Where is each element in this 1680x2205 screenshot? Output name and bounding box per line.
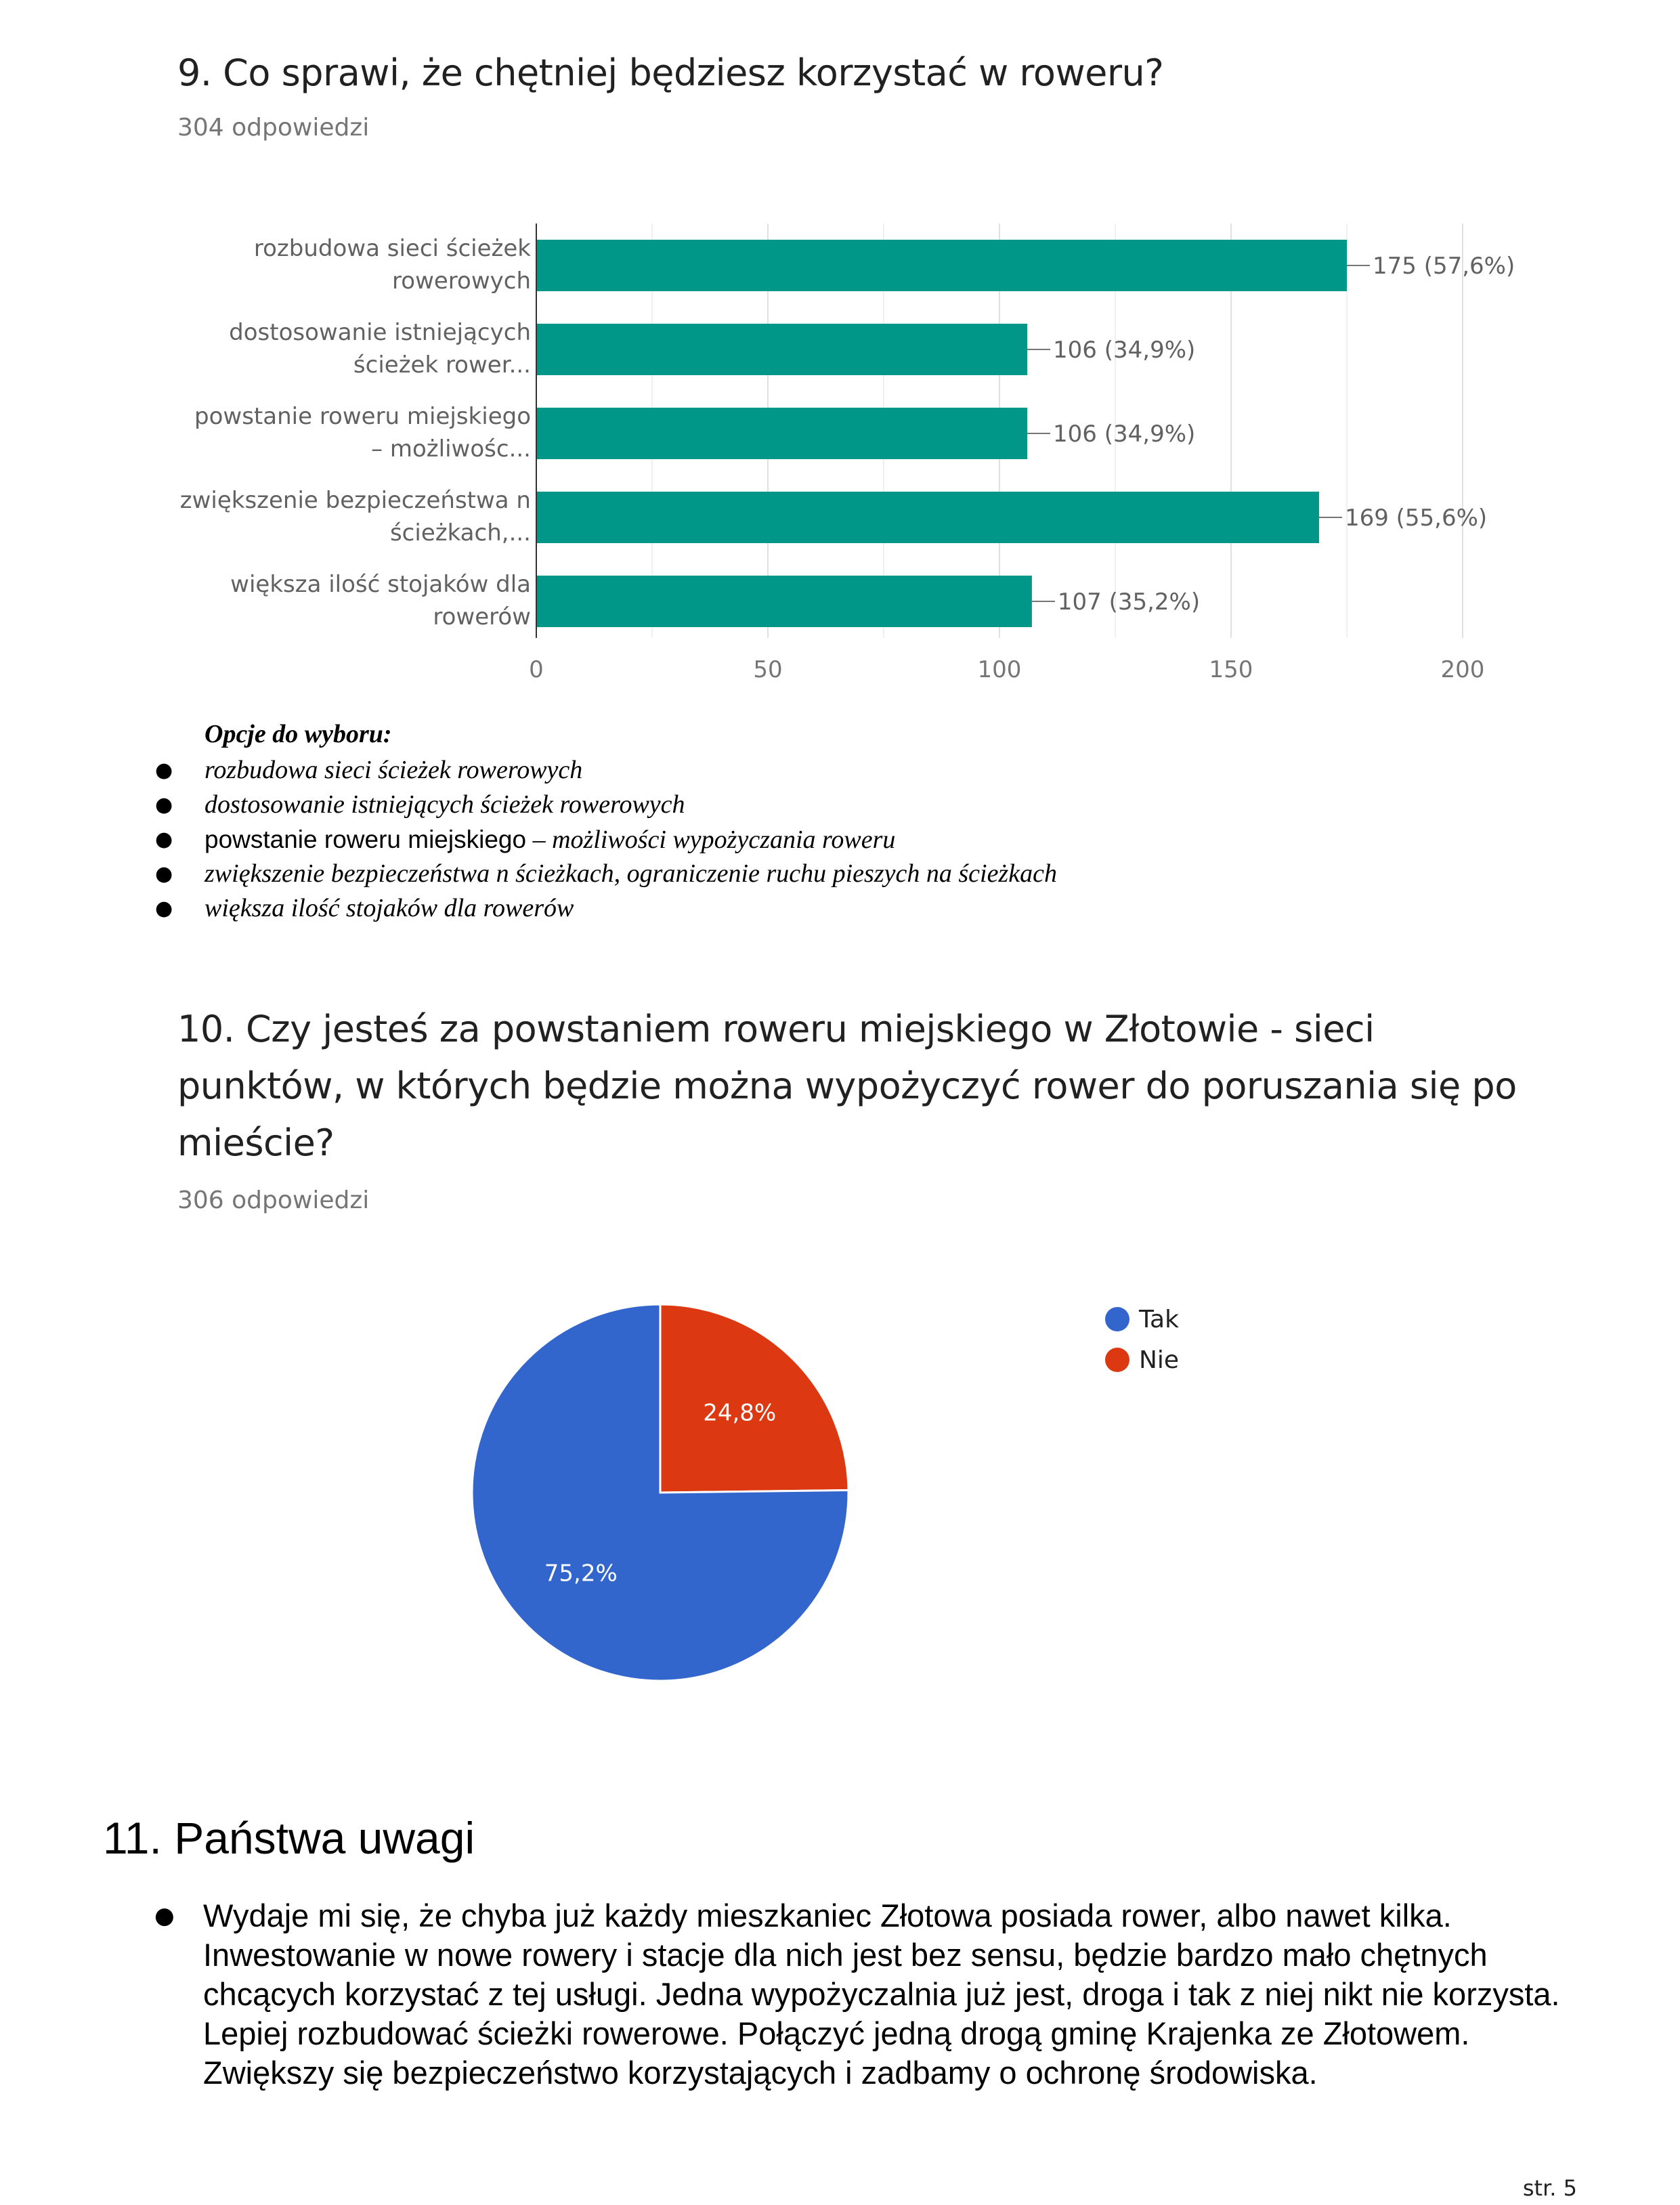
bullet-icon: ● (155, 862, 173, 886)
category-label: rowerów (433, 603, 531, 630)
comment-item: ● Wydaje mi się, że chyba już każdy mieszkaniec Złotowa posiada rower, albo nawet kilka. Inwestowanie w nowe rowery i stacje dla nich jest bez sensu, będzie bardzo mało chętnych chcących korzystać z tej usługi. Jedna wypożyczalnia już jest, droga i tak z niej nikt nie korzysta. Lepiej rozbudować ścieżki rowerowe. Połączyć jedną drogą gminę Krajenka ze Złotowem. Zwiększy się bezpieczeństwo korzystających i zadbamy o ochronę środowiska. (154, 1898, 1560, 2091)
bullet-icon: ● (155, 897, 173, 920)
bullet-icon: ● (154, 1902, 175, 1929)
option-item: ● powstanie roweru miejskiego – możliwości wypożyczania roweru (0, 822, 1057, 857)
category-label: większa ilość stojaków dla (230, 571, 531, 598)
comments-list (0, 1896, 1585, 2093)
x-tick-label: 50 (753, 656, 783, 683)
category-label: ścieżkach,... (389, 519, 531, 547)
data-label: 175 (57,6%) (1373, 253, 1515, 280)
question-10-title: 10. Czy jesteś za powstaniem roweru miejskiego w Złotowie - sieci punktów, w których będzie można wypożyczyć rower do poruszania się po mieście? (177, 1008, 1517, 1164)
legend-item-tak: Tak (1105, 1299, 1179, 1340)
data-label: 107 (35,2%) (1057, 588, 1201, 616)
bullet-icon: ● (155, 758, 173, 782)
page-number: str. 5 (1522, 2175, 1577, 2201)
data-label: 106 (34,9%) (1053, 421, 1196, 448)
bullet-icon: ● (155, 793, 173, 817)
legend-item-nie: Nie (1105, 1340, 1179, 1380)
question-9-response-count: 304 odpowiedzi (177, 114, 370, 142)
option-item: ● dostosowanie istniejących ścieżek rowerowych (0, 788, 1057, 822)
category-label: – możliwośc... (371, 435, 531, 463)
legend-dot-icon (1105, 1348, 1129, 1372)
data-label: 169 (55,6%) (1344, 505, 1488, 532)
x-tick-label: 200 (1440, 656, 1485, 683)
category-label: zwiększenie bezpieczeństwa n (179, 487, 531, 514)
x-tick-label: 100 (977, 656, 1022, 683)
question-10-response-count: 306 odpowiedzi (177, 1186, 370, 1214)
category-label: powstanie roweru miejskiego (194, 403, 531, 430)
x-tick-label: 150 (1209, 656, 1253, 683)
category-label: rowerowych (392, 267, 531, 295)
x-tick-label: 0 (529, 656, 544, 683)
category-label: rozbudowa sieci ścieżek (253, 235, 531, 262)
bullet-icon: ● (155, 828, 173, 851)
pie-legend (1105, 1299, 1179, 1380)
legend-dot-icon (1105, 1307, 1129, 1331)
category-label: ścieżek rower... (353, 351, 531, 379)
option-item: ● rozbudowa sieci ścieżek rowerowych (0, 753, 1057, 788)
question-9-title: 9. Co sprawi, że chętniej będziesz korzystać w roweru? (177, 51, 1164, 94)
pie-slice-label: 75,2% (544, 1560, 618, 1587)
pie-slice-label: 24,8% (703, 1399, 777, 1427)
category-label: dostosowanie istniejących (229, 319, 531, 346)
section-11-heading: 11. Państwa uwagi (103, 1813, 475, 1863)
data-label: 106 (34,9%) (1053, 337, 1196, 364)
pie-slice-nie (660, 1304, 848, 1493)
option-item: ● zwiększenie bezpieczeństwa n ścieżkach, ograniczenie ruchu pieszych na ścieżkach (0, 857, 1057, 891)
options-heading: Opcje do wyboru: (204, 720, 392, 748)
option-item: ● większa ilość stojaków dla rowerów (0, 891, 1057, 926)
